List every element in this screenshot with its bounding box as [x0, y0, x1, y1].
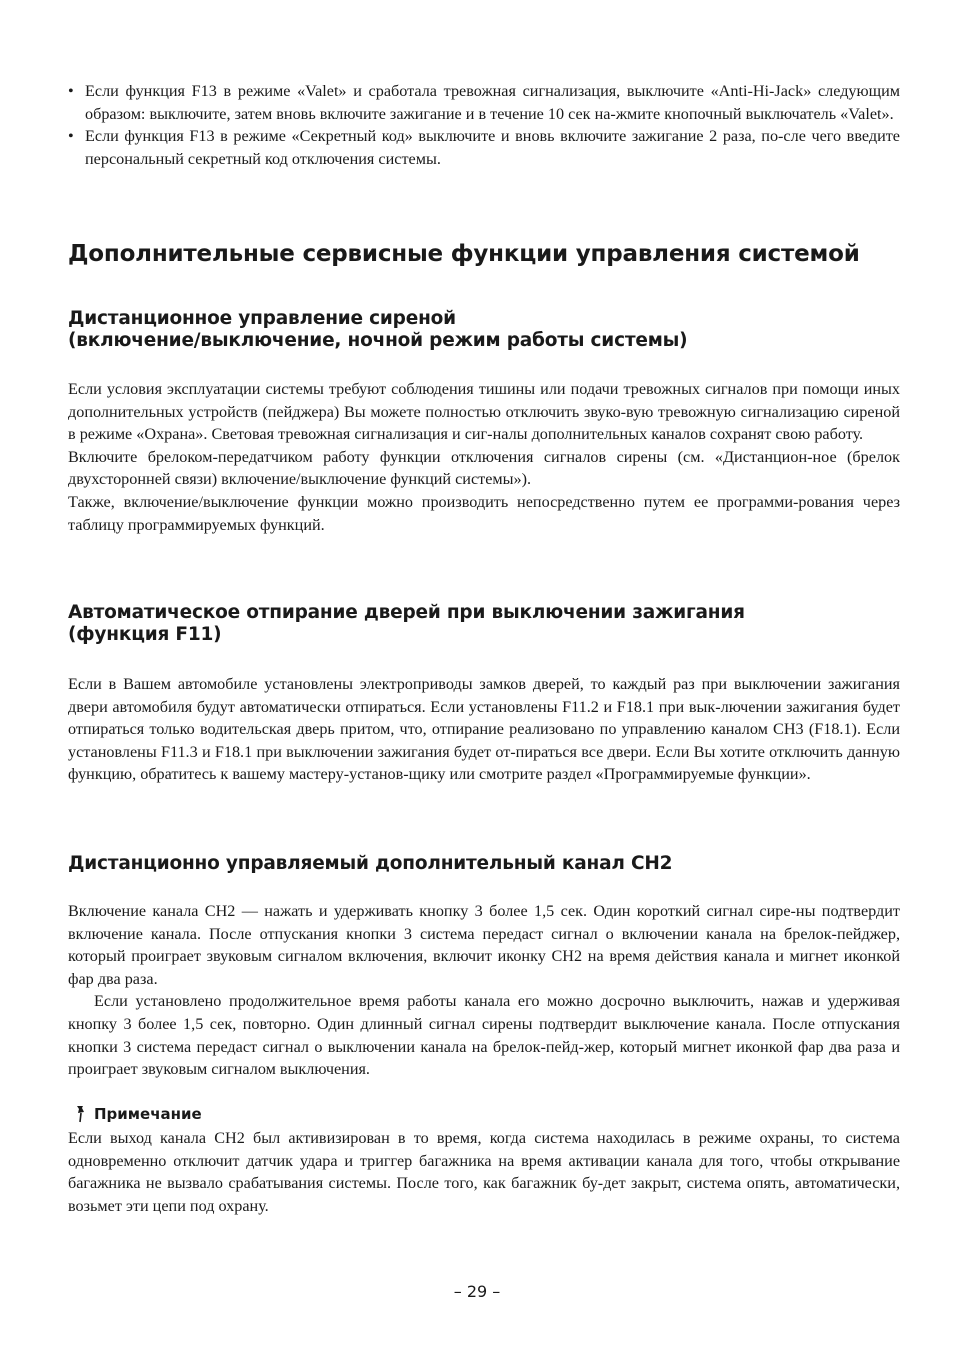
page-number: – 29 –: [453, 1282, 501, 1301]
pushpin-icon: [74, 1105, 88, 1123]
paragraph: Включение канала CH2 — нажать и удерживать кнопку 3 более 1,5 сек. Один короткий сигнал сире-ны подтвердит включение канала. После отпускания кнопки 3 система передаст сигнал о включении канала на брелок-пейджер, который проиграет звуковым сигналом включения, включит иконку CH2 на время действия канала и мигнет иконкой фар два раза.: [68, 902, 900, 988]
bullet-text: Если функция F13 в режиме «Секретный код» выключите и вновь включите зажигание 2 раза, по-сле чего введите персональный секретный код отключения системы.: [85, 127, 900, 168]
paragraph: Также, включение/выключение функции можно производить непосредственно путем ее программи-рования через таблицу программируемых функций.: [68, 492, 900, 534]
section-body-ch2: [68, 900, 900, 1081]
note-body: [68, 1127, 900, 1217]
bullet-text: Если функция F13 в режиме «Valet» и сработала тревожная сигнализация, выключите «Anti-Hi-Jack» следующим образом: выключите, затем вновь включите зажигание и в течение 10 сек на-жмите кнопочный выключатель «Valet».: [85, 82, 900, 123]
section-heading-ch2: Дистанционно управляемый дополнительный канал CH2: [68, 853, 673, 874]
section-body-auto-unlock: [68, 673, 900, 786]
section-heading-auto-unlock: [68, 602, 745, 646]
list-item: [68, 125, 900, 170]
paragraph: Если выход канала CH2 был активизирован в то время, когда система находилась в режиме охраны, то система одновременно отключит датчик удара и триггер багажника на время активации канала для того, чтобы открывание багажника не вызвало срабатывания системы. После того, как багажник бу-дет закрыт, система опять, автоматически, возьмет эти цепи под охрану.: [68, 1129, 900, 1215]
paragraph: Если в Вашем автомобиле установлены электроприводы замков дверей, то каждый раз при выключении зажигания двери автомобиля будут автоматически отпираться. Если установлены F11.2 и F18.1 при вык-лючении зажигания будет отпираться только водительская дверь притом, что, отпирание реализовано по управлению каналом CH3 (F18.1). Если установлены F11.3 и F18.1 при выключении зажигания будет от-пираться все двери. Если Вы хотите отключить данную функцию, обратитесь к вашему мастеру-установ-щику или смотрите раздел «Программируемые функции».: [68, 675, 900, 784]
section-heading-siren: [68, 308, 687, 352]
paragraph: Если установлено продолжительное время работы канала его можно досрочно выключить, нажав и удерживая кнопку 3 более 1,5 сек, повторно. Один длинный сигнал сирены подтвердит выключение канала. После отпускания кнопки 3 система передаст сигнал о выключении канала на брелок-пейд-жер, который мигнет иконкой фар два раза и проиграет звуковым сигналом выключения.: [68, 992, 900, 1079]
note-title: Примечание: [94, 1105, 202, 1123]
section-heading-line: (функция F11): [68, 624, 222, 645]
note-heading: [74, 1104, 202, 1124]
main-heading: Дополнительные сервисные функции управления системой: [68, 241, 860, 267]
bullet-marker: •: [68, 127, 74, 146]
section-heading-line: (включение/выключение, ночной режим работы системы): [68, 330, 688, 351]
list-item: [68, 80, 900, 125]
bullet-marker: •: [68, 82, 74, 100]
section-heading-line: Автоматическое отпирание дверей при выключении зажигания: [68, 602, 745, 623]
section-body-siren: [68, 378, 900, 536]
paragraph: Если условия эксплуатации системы требуют соблюдения тишины или подачи тревожных сигналов при помощи иных дополнительных устройств (пейджера) Вы можете полностью отключить звуко-вую тревожную сигнализацию сиреной в режиме «Охрана». Световая тревожная сигнализация и сиг-налы дополнительных каналов сохранят свою работу.: [68, 380, 900, 444]
section-heading-line: Дистанционное управление сиреной: [68, 308, 456, 329]
paragraph: Включите брелоком-передатчиком работу функции отключения сигналов сирены (см. «Дистанцион-ное (брелок двухсторонней связи) включение/выключение функций системы»).: [68, 447, 900, 489]
bullet-list: [68, 80, 900, 170]
